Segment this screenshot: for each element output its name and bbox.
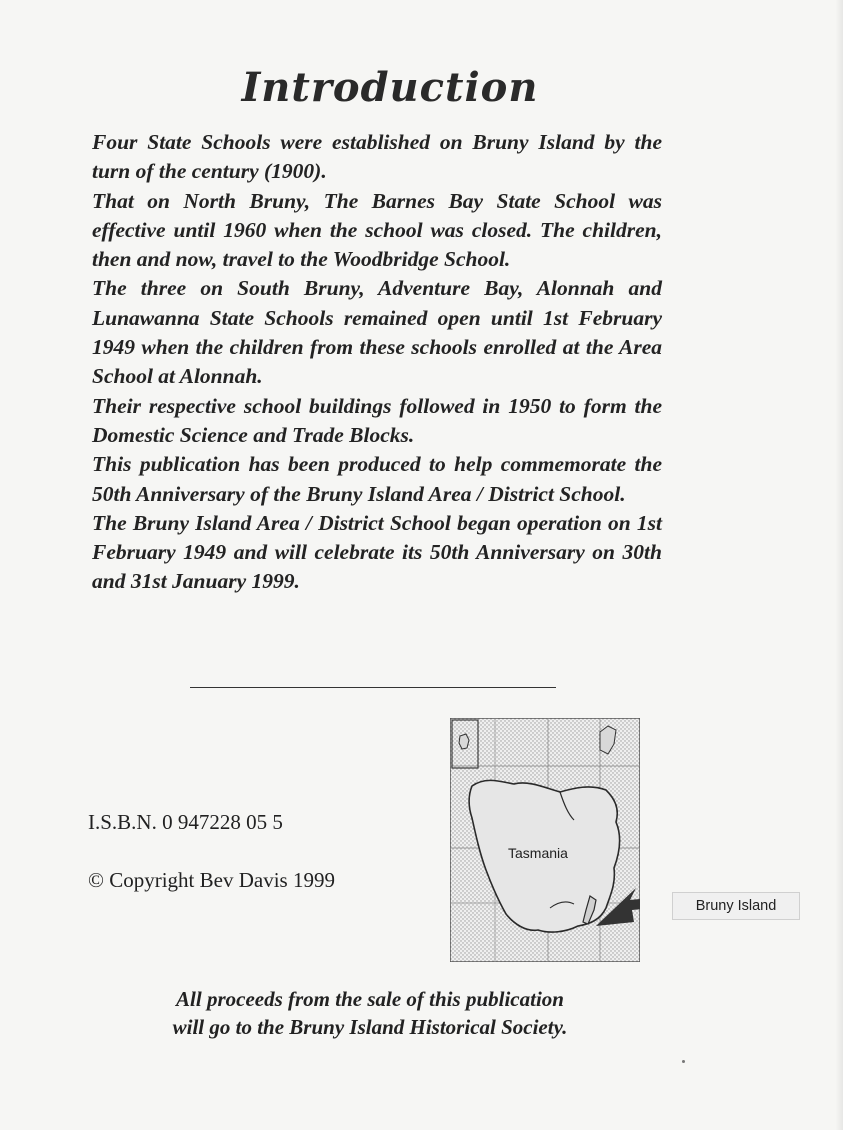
proceeds-note [100,985,640,1041]
isbn-number: I.S.B.N. 0 947228 05 5 [88,810,283,834]
proceeds-note-line-1: All proceeds from the sale of this publication [176,987,564,1011]
paragraph-south-bruny: The three on South Bruny, Adventure Bay, Alonnah and Lunawanna State Schools remained open until 1st February 1949 when the children from these schools enrolled at the Area School at Alonnah. [92,276,662,389]
paragraph-school-buildings: Their respective school buildings followed in 1950 to form the Domestic Science and Trade Blocks. [92,393,662,447]
page-edge-shadow [835,0,843,1130]
paragraph-north-bruny: That on North Bruny, The Barnes Bay State School was effective until 1960 when the school was closed. The children, then and now, travel to the Woodbridge School. [92,188,662,272]
section-divider [190,687,556,688]
proceeds-note-line-2: will go to the Bruny Island Historical Society. [172,1015,568,1039]
print-speck [682,1060,685,1063]
introduction-text [92,128,662,597]
king-island [459,734,469,749]
paragraph-schools-established: Four State Schools were established on Bruny Island by the turn of the century (1900). [92,130,662,184]
bruny-island-callout: Bruny Island [672,892,800,920]
copyright-notice: © Copyright Bev Davis 1999 [88,868,335,892]
paragraph-publication-purpose: This publication has been produced to help commemorate the 50th Anniversary of the Bruny Island Area / District School. [92,452,662,506]
page-title: Introduction [241,64,539,111]
paragraph-anniversary: The Bruny Island Area / District School began operation on 1st February 1949 and will celebrate its 50th Anniversary on 30th and 31st January 1999. [92,510,662,594]
map-label-tasmania: Tasmania [508,845,568,861]
tasmania-map [450,718,640,962]
